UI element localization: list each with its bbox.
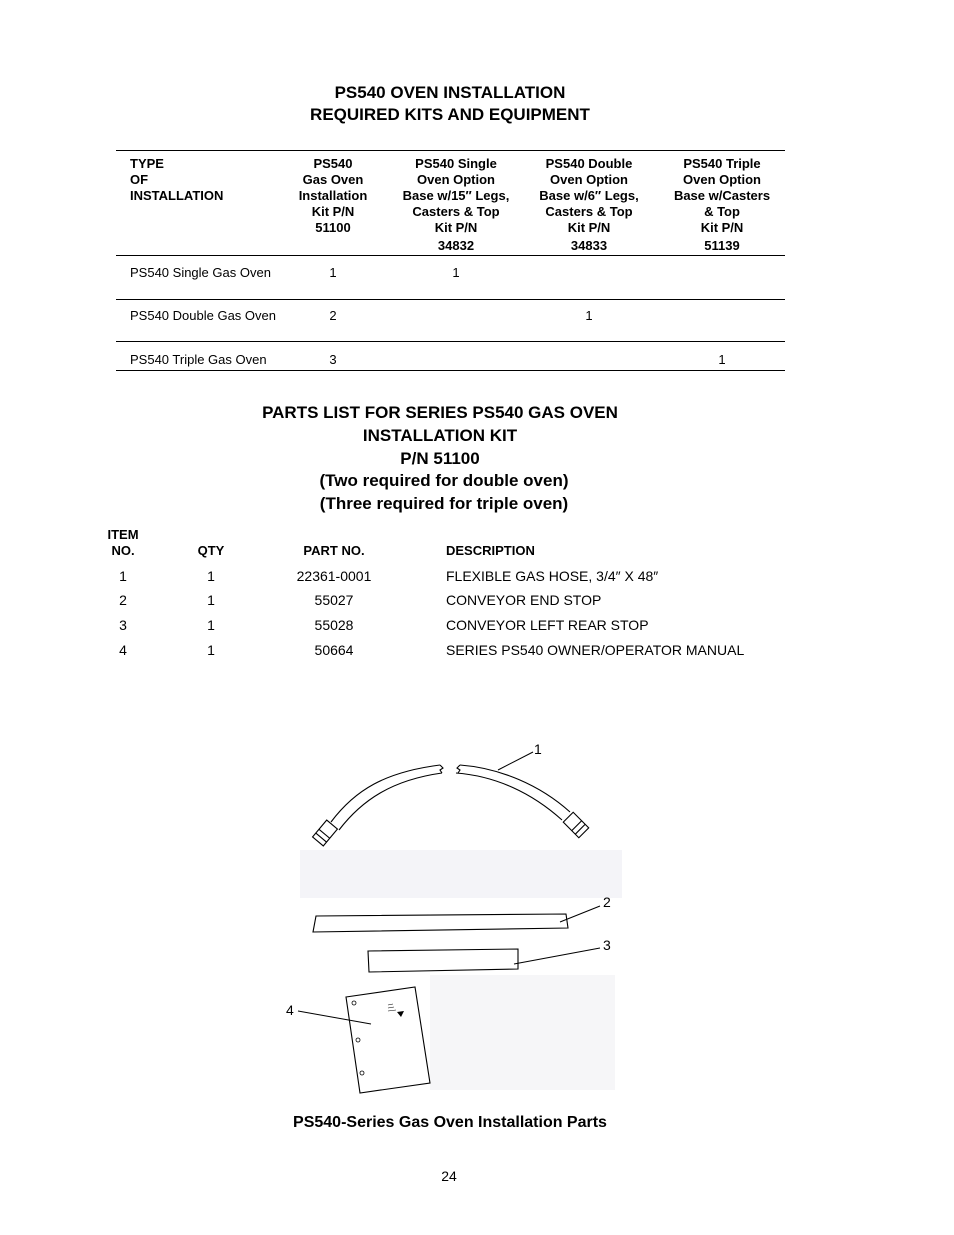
callout-2: 2 [603,894,611,910]
conveyor-end-stop-drawing [313,914,568,932]
header-line: Gas Oven [302,172,364,187]
part-description: CONVEYOR LEFT REAR STOP [446,617,649,633]
header-line: PS540 [313,156,353,171]
leader-line-1 [498,752,533,770]
kits-title-line1: PS540 OVEN INSTALLATION [334,83,566,102]
parts-header-part-no: PART NO. [303,543,365,558]
parts-title-line: P/N 51100 [400,448,480,468]
header-line: Kit P/N [700,220,744,235]
header-line: & Top [704,204,740,219]
part-item-no: 1 [119,568,127,584]
header-line: NO. [111,543,135,558]
figure-shading [300,850,622,898]
part-qty: 1 [207,568,215,584]
leader-line-3 [514,948,600,964]
header-line: ITEM [107,527,139,542]
parts-title-line: INSTALLATION KIT [362,425,518,445]
header-line: Base w/6″ Legs, [539,188,639,203]
header-line: 51100 [315,220,351,235]
callout-1: 1 [534,741,542,757]
part-number: 55028 [314,617,354,633]
header-line: Oven Option [550,172,628,187]
part-item-no: 4 [119,642,127,658]
header-line: Base w/15″ Legs, [402,188,510,203]
page-number: 24 [441,1168,457,1184]
part-qty: 1 [207,642,215,658]
part-description: FLEXIBLE GAS HOSE, 3/4″ X 48″ [446,568,659,584]
kits-title-line2: REQUIRED KITS AND EQUIPMENT [310,105,590,124]
gas-hose-drawing [313,765,589,846]
row-installation-kit-qty: 3 [329,352,337,367]
parts-title-line: (Two required for double oven) [319,471,569,491]
part-number: 55027 [314,592,354,608]
parts-header-description: DESCRIPTION [446,543,535,558]
parts-header-qty: QTY [197,543,225,558]
part-item-no: 3 [119,617,127,633]
owner-operator-manual-drawing [346,987,430,1093]
row-double-option-qty: 1 [585,308,593,323]
figure-shading [430,975,615,1090]
parts-title-line: PARTS LIST FOR SERIES PS540 GAS OVEN [262,403,618,422]
part-description: CONVEYOR END STOP [446,592,602,608]
row-installation-kit-qty: 1 [329,265,337,280]
part-description: SERIES PS540 OWNER/OPERATOR MANUAL [446,642,745,658]
part-qty: 1 [207,592,215,608]
header-line: Kit P/N [434,220,478,235]
part-qty: 1 [207,617,215,633]
header-line: Base w/Casters [673,188,771,203]
part-number: 50664 [314,642,354,658]
row-type: PS540 Double Gas Oven [130,308,276,323]
header-line: PS540 Single [415,156,497,171]
row-type: PS540 Triple Gas Oven [130,352,267,367]
header-line: Kit P/N [567,220,611,235]
row-installation-kit-qty: 2 [329,308,337,323]
header-line: Casters & Top [412,204,500,219]
row-triple-option-qty: 1 [718,352,726,367]
row-single-option-qty: 1 [452,265,460,280]
callout-3: 3 [603,937,611,953]
parts-title-line: (Three required for triple oven) [319,494,569,514]
figure-caption: PS540-Series Gas Oven Installation Parts [293,1114,607,1131]
header-line: 34833 [570,238,608,253]
header-line: Oven Option [417,172,495,187]
header-line: INSTALLATION [130,188,224,203]
header-line: Casters & Top [545,204,633,219]
header-line: 51139 [704,238,740,253]
part-item-no: 2 [119,592,127,608]
header-line: Installation [298,188,368,203]
part-number: 22361-0001 [296,568,372,584]
header-line: PS540 Triple [683,156,761,171]
callout-4: 4 [286,1002,294,1018]
header-line: 34832 [437,238,475,253]
header-line: Oven Option [683,172,761,187]
header-line: OF [130,172,149,187]
conveyor-left-rear-stop-drawing [368,949,518,972]
header-line: Kit P/N [311,204,355,219]
row-type: PS540 Single Gas Oven [130,265,271,280]
header-line: PS540 Double [545,156,633,171]
header-line: TYPE [130,156,164,171]
